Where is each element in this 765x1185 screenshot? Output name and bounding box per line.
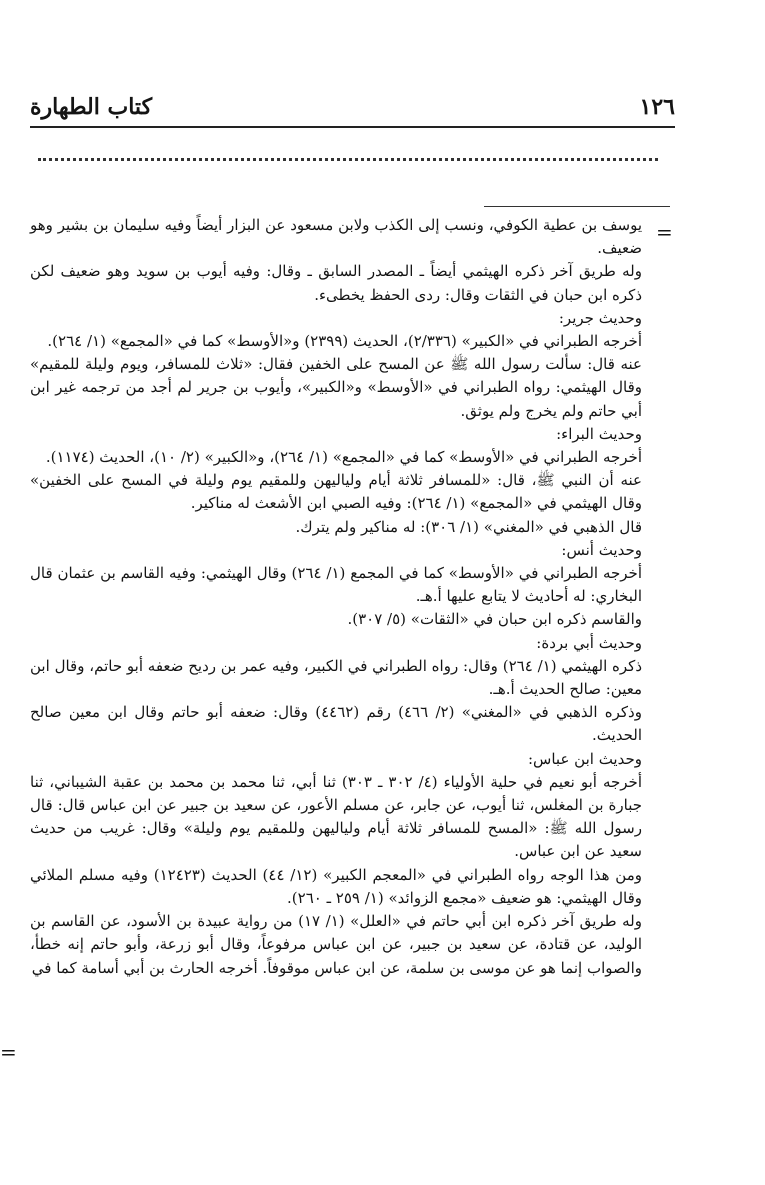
section-heading: وحديث البراء:	[556, 424, 642, 443]
footnote-paragraph: يوسف بن عطية الكوفي، ونسب إلى الكذب ولابن مسعود عن البزار أيضاً وفيه سليمان بن بشير وهو ضعيف.	[30, 216, 642, 258]
book-title: كتاب الطهارة	[30, 94, 153, 120]
footnote-paragraph: ومن هذا الوجه رواه الطبراني في «المعجم الكبير» (١٢/ ٤٤) الحديث (١٢٤٢٣) وفيه مسلم الملائي وقال الهيثمي: هو ضعيف «مجمع الزوائد» (١/ ٢٥٩ ـ ٢٦٠).	[30, 865, 642, 907]
footnote-paragraph: قال الذهبي في «المغني» (١/ ٣٠٦): له مناكير ولم يترك.	[295, 517, 642, 536]
footnote-paragraph: أخرجه الطبراني في «الأوسط» كما في المجمع (١/ ٢٦٤) وقال الهيثمي: وفيه القاسم بن عثمان قال البخاري: له أحاديث لا يتابع عليها أ.هـ.	[30, 564, 642, 606]
footnote-paragraph: أخرجه الطبراني في «الأوسط» كما في «المجمع» (١/ ٢٦٤)، و«الكبير» (٢/ ١٠)، الحديث (١١٧٤).	[45, 448, 642, 467]
footnote-paragraph: ذكره الهيثمي (١/ ٢٦٤) وقال: رواه الطبراني في الكبير، وفيه عمر بن رديح ضعفه أبو حاتم، وقال ابن معين: صالح الحديث أ.هـ.	[30, 656, 643, 699]
footnote-paragraph: أخرجه الطبراني في «الكبير» (٢/٣٣٦)، الحديث (٢٣٩٩) و«الأوسط» كما في «المجمع» (١/ ٢٦٤).	[47, 332, 642, 351]
page-header	[30, 86, 675, 126]
continuation-mark-end: =	[0, 1040, 17, 1064]
section-heading: وحديث جرير:	[558, 308, 642, 327]
footnote-body	[30, 214, 642, 980]
header-rule	[30, 126, 675, 128]
continuation-mark-start: =	[656, 220, 673, 244]
footnote-paragraph: وذكره الذهبي في «المغني» (٢/ ٤٦٦) رقم (٤٤٦٢) وقال: ضعفه أبو حاتم وقال ابن معين صالح الحديث.	[30, 703, 642, 745]
dotted-separator	[38, 158, 658, 161]
footnote-paragraph: عنه قال: سألت رسول الله ﷺ عن المسح على الخفين فقال: «ثلاث للمسافر، ويوم وليلة للمقيم» وقال الهيثمي: رواه الطبراني في «الأوسط» و«الكبير»، وأيوب بن جرير لم أجد من ترجمه غير ابن أبي حاتم ولم يخرج ولم يوثق.	[30, 355, 642, 420]
footnote-paragraph: عنه أن النبي ﷺ، قال: «للمسافر ثلاثة أيام ولياليهن وللمقيم يوم وليلة في المسح على الخفين» وقال الهيثمي في «المجمع» (١/ ٢٦٤): وفيه الصبي ابن الأشعث له مناكير.	[30, 471, 642, 513]
section-heading: وحديث أنس:	[561, 540, 642, 559]
footnote-paragraph: والقاسم ذكره ابن حبان في «الثقات» (٥/ ٣٠٧).	[347, 610, 642, 629]
footnote-rule	[484, 206, 670, 207]
footnote-paragraph: وله طريق آخر ذكره الهيثمي أيضاً ـ المصدر السابق ـ وقال: وفيه أيوب بن سويد وهو ضعيف لكن ذكره ابن حبان في الثقات وقال: ردى الحفظ يخطىء.	[30, 262, 642, 304]
footnote-paragraph: أخرجه أبو نعيم في حلية الأولياء (٤/ ٣٠٢ ـ ٣٠٣) ثنا أبي، ثنا محمد بن محمد بن عقبة الشيباني، ثنا جبارة بن المغلس، ثنا أيوب، عن جابر، عن مسلم الأعور، عن سعيد بن جبير عن ابن عباس قال: قال رسول الله ﷺ: «المسح للمسافر ثلاثة أيام ولياليهن وللمقيم يوم وليلة» وقال: غريب من حديث سعيد عن ابن عباس.	[30, 772, 642, 861]
section-heading: وحديث ابن عباس:	[527, 749, 642, 768]
page-number: ١٢٦	[639, 94, 675, 120]
section-heading: وحديث أبي بردة:	[536, 633, 642, 652]
footnote-paragraph: وله طريق آخر ذكره ابن أبي حاتم في «العلل» (١/ ١٧) من رواية عبيدة بن الأسود، عن القاسم بن الوليد، عن قتادة، عن سعيد بن جبير، عن ابن عباس مرفوعاً، وقال أبو زرعة، وأبو حاتم إنه خطأ، والصواب إنما هو عن موسى بن سلمة، عن ابن عباس موقوفاً. أخرجه الحارث بن أبي أسامة كما في	[30, 912, 643, 977]
